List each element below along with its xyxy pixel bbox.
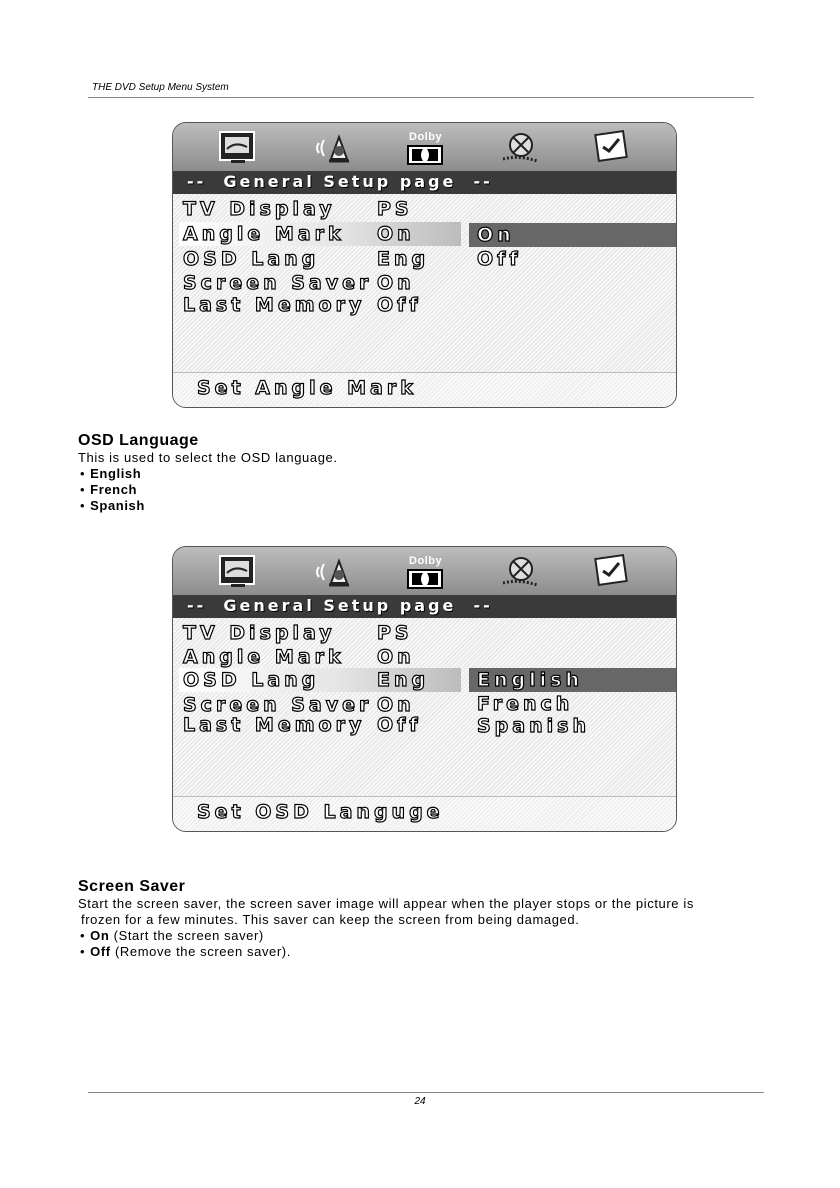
menu-row-label: TV Display (183, 198, 336, 220)
option-off[interactable]: Off (477, 248, 522, 270)
menu-row-label: Last Memory (183, 714, 366, 736)
running-header: THE DVD Setup Menu System (92, 82, 229, 93)
list-item: • French (80, 482, 145, 498)
dolby-label: Dolby (409, 131, 443, 143)
menu-row-label: Screen Saver (183, 694, 373, 716)
menu-row-value: Eng (377, 248, 430, 270)
general-setup-icon (217, 129, 259, 165)
osd-screenshot-osd-language (172, 546, 677, 832)
osd-status-text: Set Angle Mark (197, 377, 417, 399)
menu-row-label: OSD Lang (183, 248, 320, 270)
option-on[interactable]: On (469, 223, 676, 247)
osd-page-title-band (173, 595, 676, 618)
osd-page-title-band (173, 171, 676, 194)
menu-row-label: TV Display (183, 622, 336, 644)
osd-page-title: -- General Setup page -- (187, 172, 493, 191)
section-text-screen-saver-line1: Start the screen saver, the screen saver image will appear when the player stops or the picture is (78, 896, 694, 911)
general-setup-icon (217, 553, 259, 589)
menu-row-label: Angle Mark (183, 646, 345, 668)
osd-status-text: Set OSD Languge (197, 801, 444, 823)
preference-icon (499, 131, 541, 165)
audio-setup-icon (313, 129, 357, 167)
footer-rule (88, 1092, 764, 1093)
section-text-osd-language: This is used to select the OSD language. (78, 450, 338, 465)
osd-page-title: -- General Setup page -- (187, 596, 493, 615)
menu-row-value: On (377, 694, 415, 716)
menu-row-value: On (377, 223, 415, 245)
option-english[interactable]: English (469, 668, 676, 692)
menu-row-value: On (377, 272, 415, 294)
menu-row-label: Screen Saver (183, 272, 373, 294)
dolby-setup-icon (407, 145, 443, 165)
page-number: 24 (414, 1096, 426, 1107)
audio-setup-icon (313, 553, 357, 591)
list-item: • On (Start the screen saver) (80, 928, 291, 944)
menu-row-label: Angle Mark (183, 223, 345, 245)
section-heading-osd-language: OSD Language (78, 432, 199, 449)
dolby-setup-icon (407, 569, 443, 589)
section-heading-screen-saver: Screen Saver (78, 878, 186, 895)
list-item: • Spanish (80, 498, 145, 514)
preference-icon (499, 555, 541, 589)
menu-row-value: On (377, 646, 415, 668)
menu-row-value: PS (377, 198, 413, 220)
option-spanish[interactable]: Spanish (477, 715, 590, 737)
language-bullet-list (80, 466, 145, 514)
osd-icon-bar (173, 123, 676, 172)
menu-row-value: Off (377, 294, 422, 316)
list-item: • English (80, 466, 145, 482)
option-french[interactable]: French (477, 693, 574, 715)
section-text-screen-saver-line2: frozen for a few minutes. This saver can keep the screen from being damaged. (81, 912, 580, 927)
osd-icon-bar (173, 547, 676, 596)
menu-row-osd-lang[interactable] (179, 668, 461, 692)
exit-icon (591, 553, 631, 589)
osd-status-bar (173, 796, 676, 831)
menu-row-angle-mark[interactable] (179, 222, 461, 246)
menu-row-value: PS (377, 622, 413, 644)
osd-status-bar (173, 372, 676, 407)
menu-row-label: Last Memory (183, 294, 366, 316)
screen-saver-bullet-list (80, 928, 291, 960)
dolby-label: Dolby (409, 555, 443, 567)
list-item: • Off (Remove the screen saver). (80, 944, 291, 960)
header-rule (88, 97, 754, 98)
menu-row-label: OSD Lang (183, 669, 320, 691)
osd-screenshot-angle-mark (172, 122, 677, 408)
menu-row-value: Off (377, 714, 422, 736)
exit-icon (591, 129, 631, 165)
menu-row-value: Eng (377, 669, 430, 691)
